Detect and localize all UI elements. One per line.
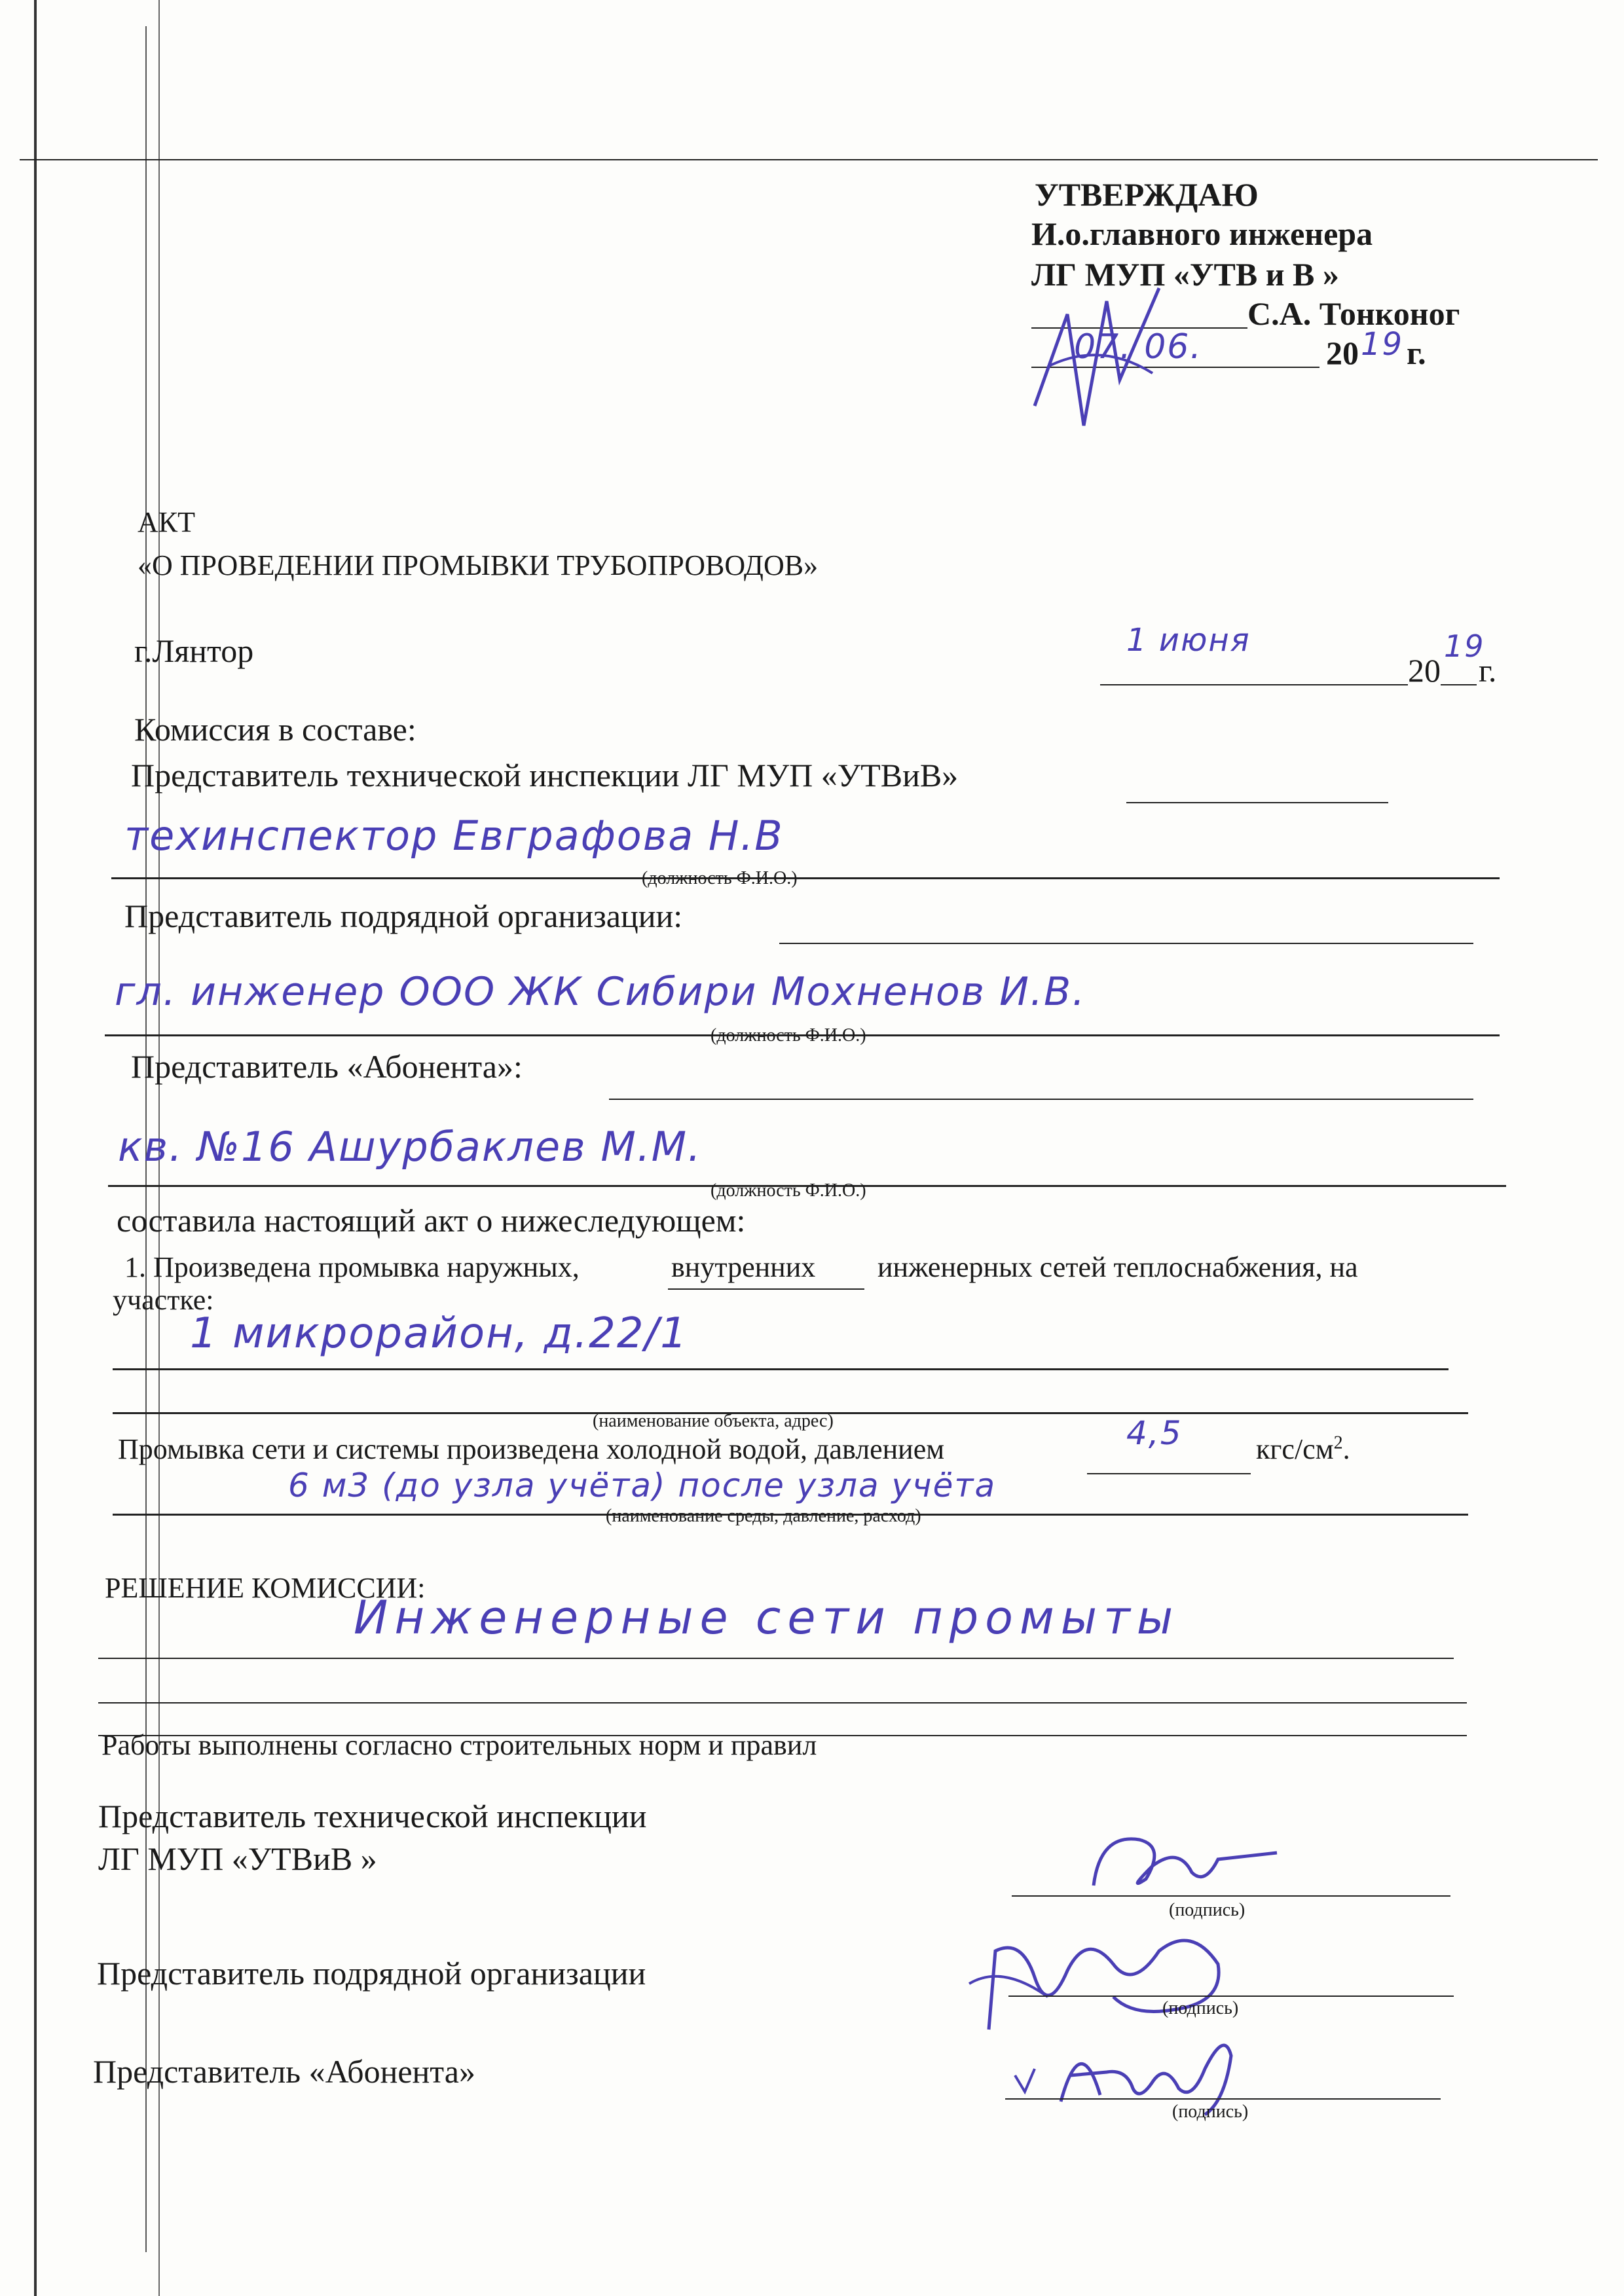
subscriber-caption: (должность Ф.И.О.) <box>710 1180 866 1201</box>
contractor-signature-line <box>1008 1995 1454 1997</box>
contractor-signature-caption: (подпись) <box>1162 1998 1239 2018</box>
tech-representative-handwritten: техинспектор Евграфова Н.В <box>124 812 784 860</box>
approval-signature <box>1022 275 1179 432</box>
subscriber-label: Представитель «Абонента»: <box>131 1048 523 1085</box>
item1-text-a: 1. Произведена промывка наружных, <box>124 1251 580 1283</box>
act-year-prefix: 20 <box>1408 652 1441 689</box>
object-caption: (наименование объекта, адрес) <box>593 1411 834 1431</box>
decision-line-2 <box>98 1702 1467 1704</box>
approval-date-handwritten: 07. 06. <box>1074 327 1202 367</box>
act-date-line <box>1100 684 1408 685</box>
contractor-caption: (должность Ф.И.О.) <box>710 1025 866 1046</box>
act-year-line <box>1441 684 1477 685</box>
subscriber-line-short <box>609 1099 1473 1100</box>
contractor-label: Представитель подрядной организации: <box>124 898 683 934</box>
pressure-end: . <box>1342 1433 1350 1465</box>
contractor-signature-label: Представитель подрядной организации <box>97 1955 646 1992</box>
item1-text-b: внутренних <box>671 1251 816 1283</box>
item1-underline <box>668 1288 864 1290</box>
pressure-handwritten: 4,5 <box>1126 1414 1183 1452</box>
section-handwritten: 1 микрорайон, д.22/1 <box>190 1309 688 1358</box>
act-year-handwritten: 19 <box>1444 629 1485 664</box>
subscriber-signature-line <box>1005 2098 1441 2100</box>
pressure-line <box>1087 1473 1251 1474</box>
pressure-unit-superscript: 2 <box>1333 1432 1343 1453</box>
compiled-statement: составила настоящий акт о нижеследующем: <box>117 1202 746 1239</box>
medium-caption: (наименование среды, давление, расход) <box>606 1506 921 1526</box>
pressure-unit <box>1256 1432 1350 1466</box>
decision-header: РЕШЕНИЕ КОМИССИИ: <box>105 1572 426 1604</box>
tech-representative-caption: (должность Ф.И.О.) <box>642 868 798 888</box>
works-statement: Работы выполнены согласно строительных норм и правил <box>101 1729 817 1761</box>
tech-signature-caption: (подпись) <box>1169 1900 1246 1920</box>
act-subtitle: «О ПРОВЕДЕНИИ ПРОМЫВКИ ТРУБОПРОВОДОВ» <box>138 549 819 581</box>
approval-year-handwritten: 19 <box>1361 326 1404 363</box>
approval-year-suffix: г. <box>1407 335 1426 371</box>
pressure-unit-text: кгс/см <box>1256 1433 1334 1465</box>
city: г.Лянтор <box>134 632 254 669</box>
tech-signature-label-2: ЛГ МУП «УТВиВ » <box>98 1840 377 1877</box>
scan-edge-top <box>20 159 1598 160</box>
approval-organization: ЛГ МУП «УТВ и В » <box>1031 256 1339 293</box>
approval-name: С.А. Тонконог <box>1247 295 1460 332</box>
approval-position: И.о.главного инженера <box>1031 215 1373 252</box>
tech-signature <box>1080 1807 1290 1899</box>
contractor-handwritten: гл. инженер ООО ЖК Сибири Мохненов И.В. <box>115 969 1086 1015</box>
decision-line-1 <box>98 1658 1454 1659</box>
contractor-line-short <box>779 943 1473 944</box>
tech-representative-line <box>111 877 1500 879</box>
tech-representative-line-short <box>1126 802 1388 803</box>
approval-heading: УТВЕРЖДАЮ <box>1035 176 1259 213</box>
scan-edge-left <box>34 0 37 2296</box>
item1-text-c: инженерных сетей теплоснабжения, на <box>877 1251 1358 1283</box>
act-date-handwritten: 1 июня <box>1126 622 1251 659</box>
tech-signature-label-1: Представитель технической инспекции <box>98 1798 647 1834</box>
tech-representative-label: Представитель технической инспекции ЛГ МУП «УТВиВ» <box>131 757 959 793</box>
subscriber-signature-label: Представитель «Абонента» <box>93 2053 475 2090</box>
act-year-suffix: г. <box>1479 652 1497 689</box>
commission-header: Комиссия в составе: <box>134 711 416 748</box>
flush-text: Промывка сети и системы произведена холодной водой, давлением <box>118 1433 945 1465</box>
tech-signature-line <box>1012 1895 1450 1897</box>
decision-handwritten: Инженерные сети промыты <box>354 1591 1180 1645</box>
approval-year-prefix: 20 <box>1326 335 1359 371</box>
section-line-1 <box>113 1368 1449 1370</box>
subscriber-signature-caption: (подпись) <box>1172 2102 1249 2122</box>
subscriber-handwritten: кв. №16 Ашурбаклев М.М. <box>118 1123 702 1171</box>
item1-text-d: участке: <box>113 1284 214 1316</box>
act-title: АКТ <box>138 506 195 538</box>
medium-handwritten: 6 м3 (до узла учёта) после узла учёта <box>288 1467 997 1504</box>
